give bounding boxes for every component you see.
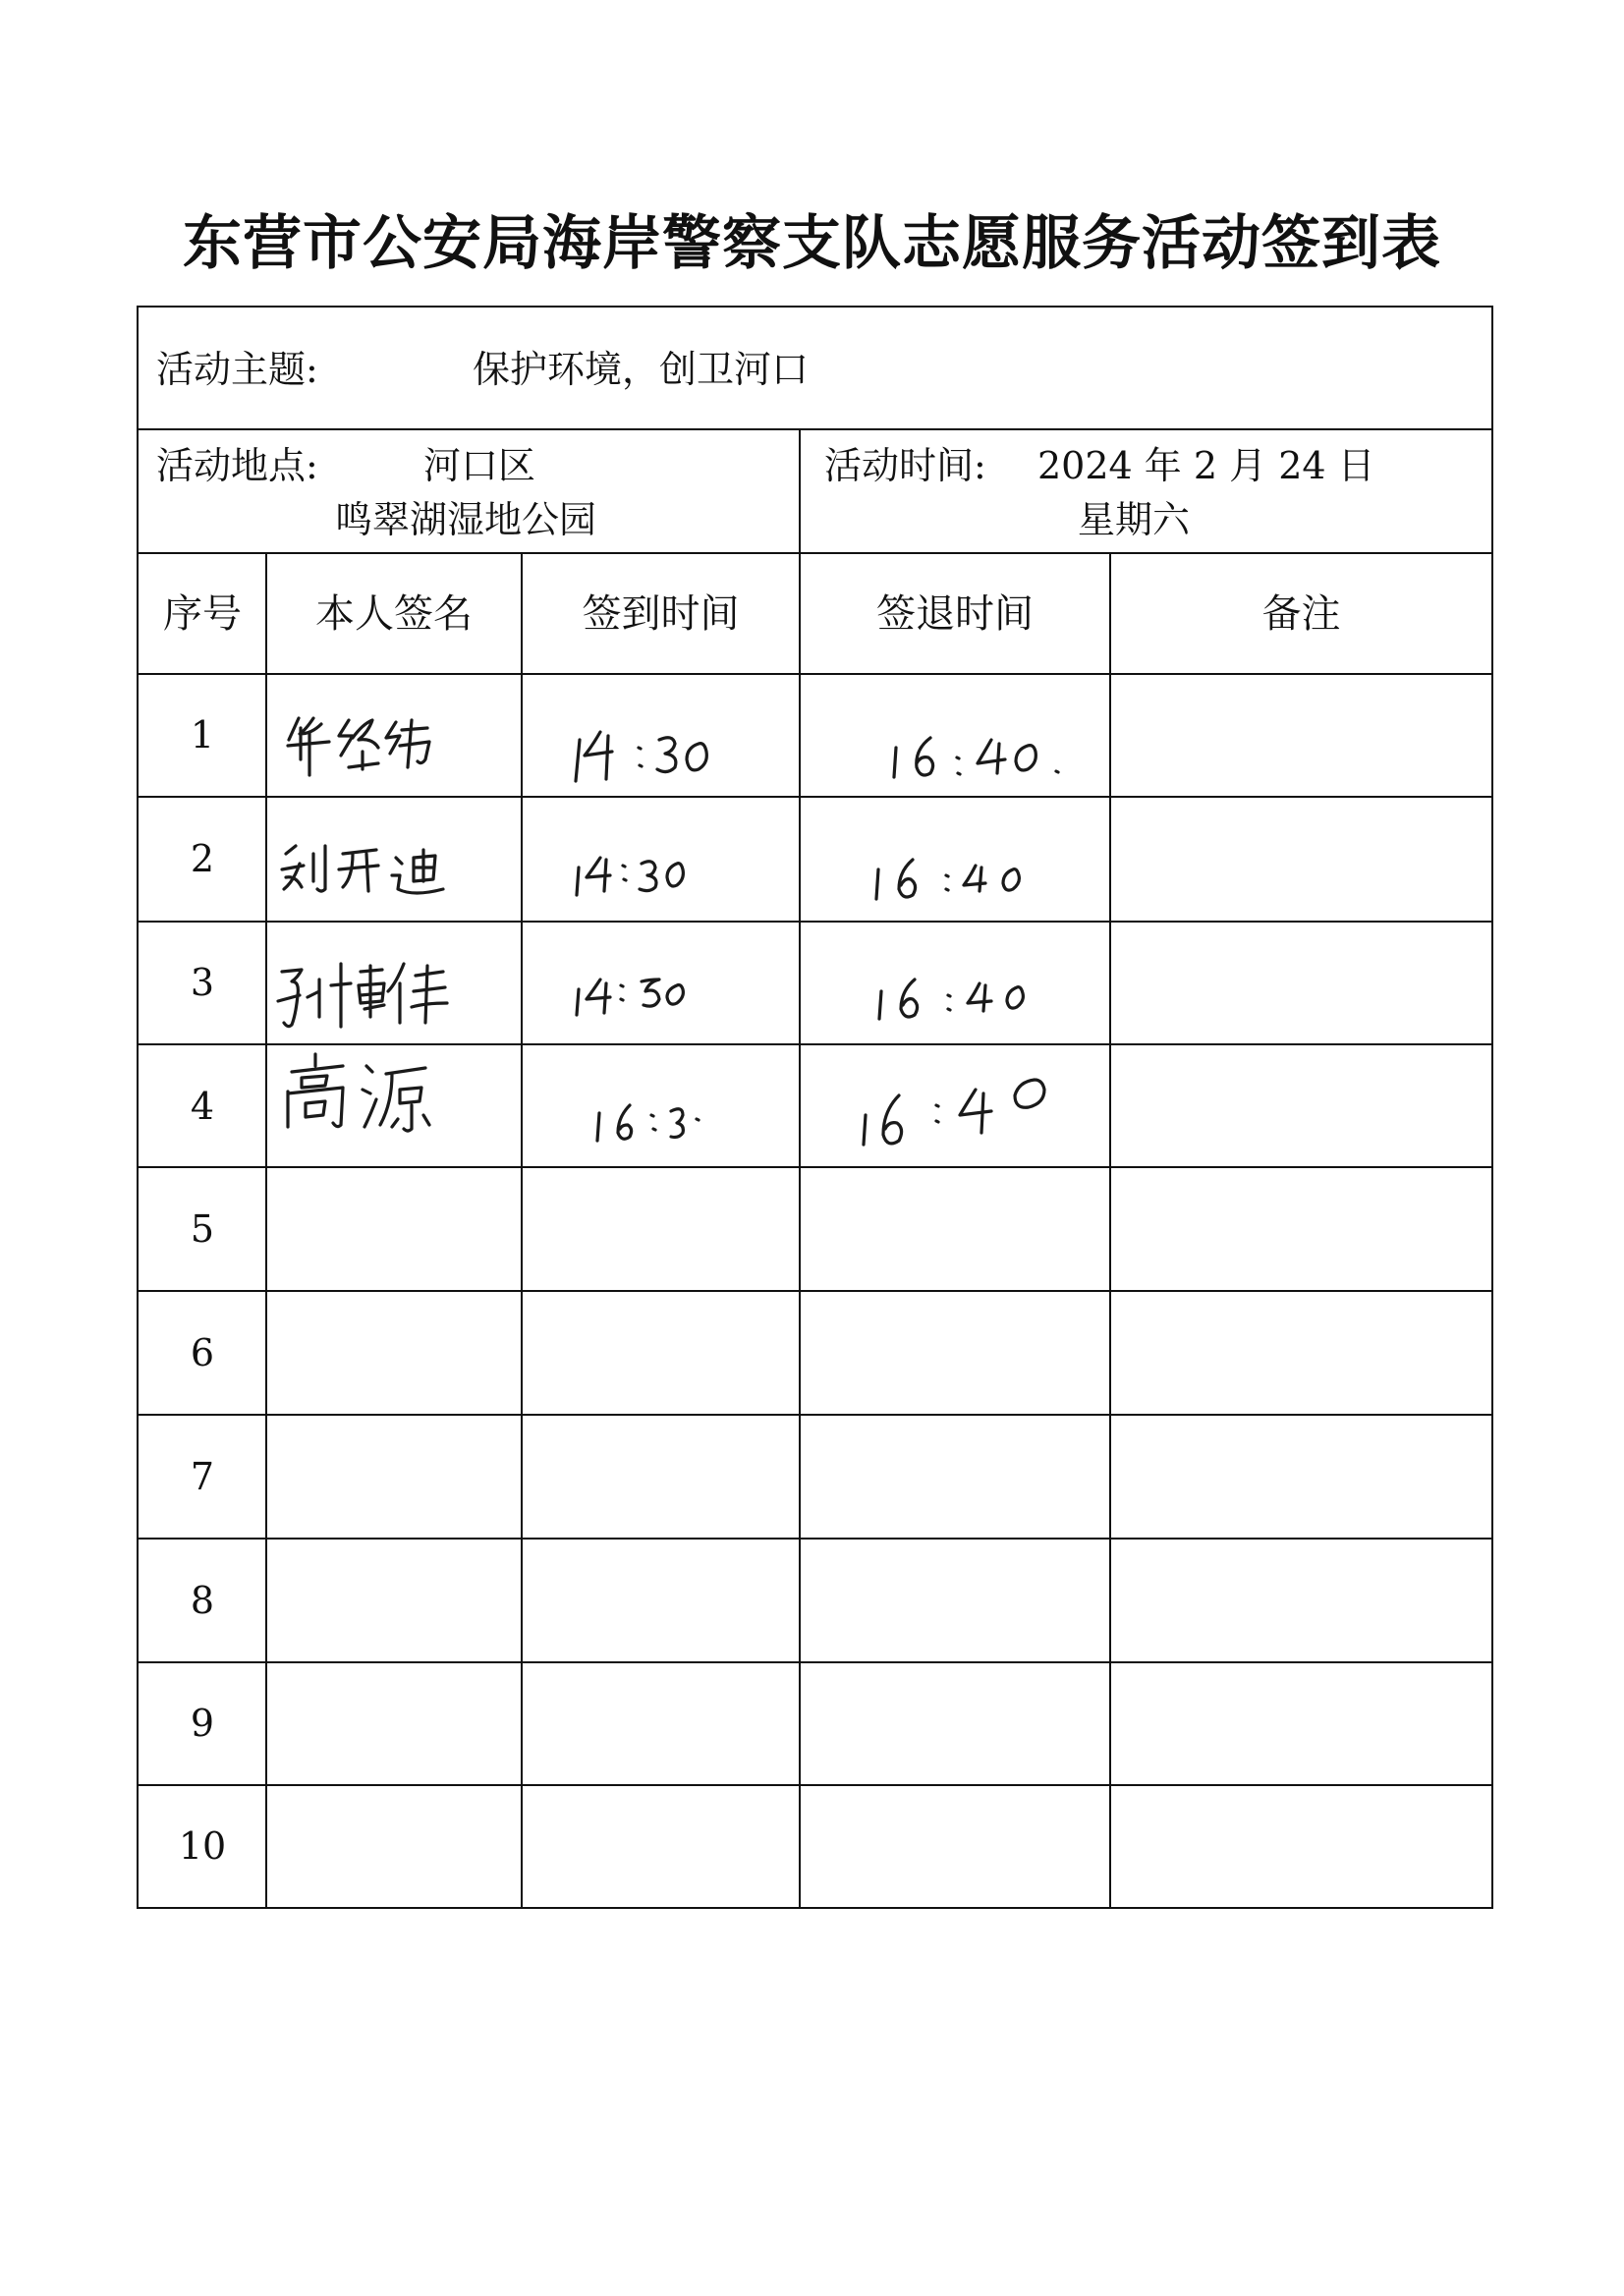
handwritten-checkin-time — [576, 732, 706, 781]
table-rule — [139, 1414, 1491, 1416]
column-header-signature: 本人签名 — [315, 591, 473, 637]
row-seq: 3 — [190, 961, 215, 1004]
table-rule — [139, 1166, 1491, 1168]
sign-in-table — [137, 306, 1493, 1909]
row-seq: 10 — [178, 1824, 227, 1868]
table-rule — [139, 1784, 1491, 1786]
row-seq: 9 — [190, 1702, 215, 1745]
column-header-seq: 序号 — [163, 591, 242, 637]
handwritten-signature — [288, 1054, 429, 1131]
row-seq: 2 — [190, 837, 215, 880]
location-line1: 河口区 — [423, 444, 536, 487]
table-rule — [521, 553, 523, 1907]
row-seq: 5 — [190, 1207, 215, 1251]
table-rule — [139, 428, 1491, 430]
table-rule — [139, 796, 1491, 798]
row-seq: 1 — [190, 713, 215, 756]
time-weekday: 星期六 — [1078, 498, 1191, 541]
row-seq: 7 — [190, 1455, 215, 1498]
handwritten-signature — [278, 964, 447, 1027]
table-rule — [139, 552, 1491, 554]
table-rule — [1109, 553, 1111, 1907]
handwritten-signature — [288, 718, 429, 775]
handwritten-checkout-time — [876, 860, 1019, 899]
handwritten-checkin-time — [577, 980, 683, 1015]
row-seq: 6 — [190, 1331, 215, 1374]
handwritten-signature — [282, 846, 443, 893]
theme-value: 保护环境，创卫河口 — [473, 348, 810, 391]
table-rule — [139, 1661, 1491, 1663]
table-rule — [799, 429, 801, 553]
theme-label: 活动主题: — [156, 348, 318, 391]
table-rule — [139, 1043, 1491, 1045]
row-seq: 8 — [190, 1579, 215, 1622]
time-label: 活动时间: — [824, 444, 986, 487]
handwritten-checkout-time — [879, 980, 1023, 1019]
table-rule — [139, 921, 1491, 923]
handwritten-checkin-time — [597, 1105, 699, 1141]
table-rule — [139, 1290, 1491, 1292]
column-header-checkin: 签到时间 — [582, 591, 740, 637]
time-date: 2024 年 2 月 24 日 — [1037, 444, 1375, 487]
row-seq: 4 — [190, 1085, 215, 1128]
column-header-remark: 备注 — [1261, 591, 1341, 637]
location-line2: 鸣翠湖湿地公园 — [335, 498, 597, 541]
handwritten-checkout-time — [864, 1080, 1044, 1145]
handwritten-checkin-time — [577, 858, 683, 895]
page-title: 东营市公安局海岸警察支队志愿服务活动签到表 — [183, 209, 1441, 278]
table-rule — [139, 1538, 1491, 1540]
table-rule — [799, 553, 801, 1907]
handwritten-checkout-time — [894, 738, 1058, 777]
column-header-checkout: 签退时间 — [876, 591, 1034, 637]
table-rule — [139, 673, 1491, 675]
location-label: 活动地点: — [156, 444, 318, 487]
